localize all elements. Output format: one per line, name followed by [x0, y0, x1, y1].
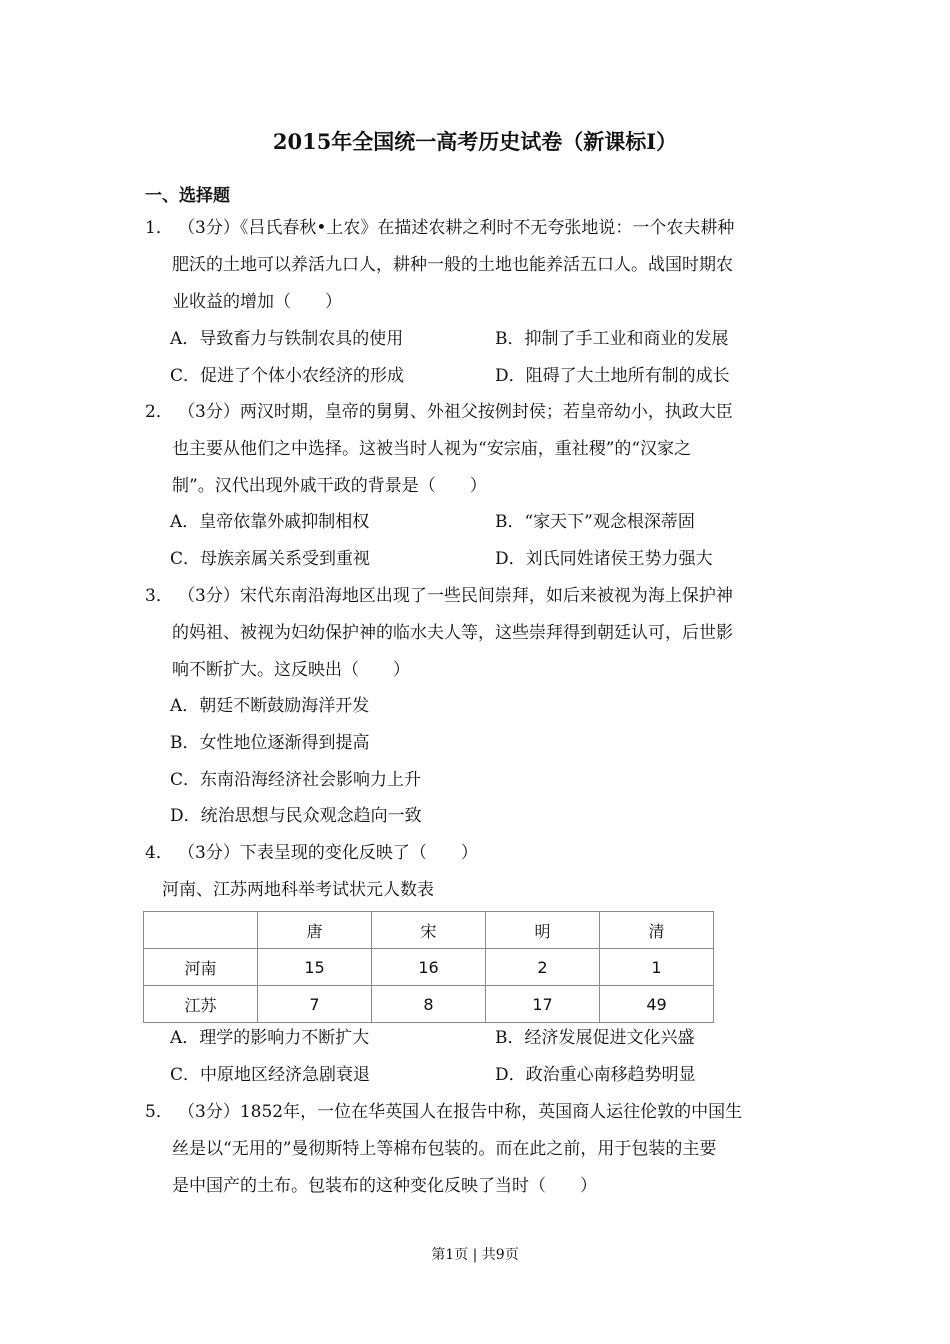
option-b: B．抑制了手工业和商业的发展 [495, 329, 729, 349]
question-number: 4． [145, 843, 173, 863]
option-a: A．皇帝依靠外戚抑制相权 [170, 512, 370, 532]
question-number: 2． [145, 402, 173, 422]
option-a: A．导致畜力与铁制农具的使用 [170, 329, 404, 349]
table-row [144, 949, 714, 986]
option-d: D．统治思想与民众观念趋向一致 [170, 806, 422, 826]
option-d: D．政治重心南移趋势明显 [495, 1065, 696, 1085]
table-row-label: 江苏 [144, 986, 258, 1023]
section-heading: 一、选择题 [145, 186, 230, 206]
question-text-line: 是中国产的土布。包装布的这种变化反映了当时（ ） [172, 1176, 597, 1196]
table-cell: 17 [486, 986, 600, 1023]
option-a: A．理学的影响力不断扩大 [170, 1028, 370, 1048]
table-cell: 7 [258, 986, 372, 1023]
option-b: B．经济发展促进文化兴盛 [495, 1028, 695, 1048]
question-text-line: 肥沃的土地可以养活九口人，耕种一般的土地也能养活五口人。战国时期农 [172, 255, 733, 275]
question-text-line: （3分）1852年，一位在华英国人在报告中称，英国商人运往伦敦的中国生 [178, 1102, 743, 1122]
table-cell: 8 [372, 986, 486, 1023]
table-header-cell [144, 912, 258, 949]
table-cell: 16 [372, 949, 486, 986]
question-number: 5． [145, 1102, 173, 1122]
table-cell: 15 [258, 949, 372, 986]
option-d: D．阻碍了大土地所有制的成长 [495, 366, 730, 386]
table-row [144, 986, 714, 1023]
table-cell: 49 [600, 986, 714, 1023]
question-text-line: （3分）下表呈现的变化反映了（ ） [178, 843, 478, 863]
table-header-cell: 清 [600, 912, 714, 949]
option-c: C．中原地区经济急剧衰退 [170, 1065, 371, 1085]
question-number: 3． [145, 586, 173, 606]
table-header-row [144, 912, 714, 949]
page-footer: 第1页 | 共9页 [431, 1247, 519, 1263]
option-b: B．女性地位逐渐得到提高 [170, 733, 370, 753]
table-cell: 1 [600, 949, 714, 986]
option-b: B．“家天下”观念根深蒂固 [495, 512, 695, 532]
question-text-line: 业收益的增加（ ） [172, 292, 342, 312]
question-text-line: （3分）宋代东南沿海地区出现了一些民间崇拜，如后来被视为海上保护神 [178, 586, 733, 606]
table-header-cell: 宋 [372, 912, 486, 949]
option-c: C．东南沿海经济社会影响力上升 [170, 770, 422, 790]
question-text-line: 的妈祖、被视为妇幼保护神的临水夫人等，这些崇拜得到朝廷认可，后世影 [172, 623, 733, 643]
data-table [143, 911, 714, 1023]
option-c: C．母族亲属关系受到重视 [170, 549, 371, 569]
option-a: A．朝廷不断鼓励海洋开发 [170, 696, 370, 716]
question-text-line: 制”。汉代出现外戚干政的背景是（ ） [172, 476, 487, 496]
question-text-line: （3分）《吕氏春秋•上农》在描述农耕之利时不无夸张地说：一个农夫耕种 [178, 218, 735, 238]
option-d: D．刘氏同姓诸侯王势力强大 [495, 549, 713, 569]
question-text-line: 也主要从他们之中选择。这被当时人视为“安宗庙，重社稷”的“汉家之 [172, 439, 692, 459]
question-text-line: （3分）两汉时期，皇帝的舅舅、外祖父按例封侯；若皇帝幼小，执政大臣 [178, 402, 733, 422]
question-number: 1． [145, 218, 173, 238]
table-header-cell: 唐 [258, 912, 372, 949]
table-row-label: 河南 [144, 949, 258, 986]
question-text-line: 丝是以“无用的”曼彻斯特上等棉布包装的。而在此之前，用于包装的主要 [172, 1139, 717, 1159]
table-caption: 河南、江苏两地科举考试状元人数表 [162, 880, 434, 900]
table-header-cell: 明 [486, 912, 600, 949]
table-cell: 2 [486, 949, 600, 986]
question-text-line: 响不断扩大。这反映出（ ） [172, 660, 410, 680]
page-title: 2015年全国统一高考历史试卷（新课标Ⅰ） [272, 129, 678, 154]
option-c: C．促进了个体小农经济的形成 [170, 366, 405, 386]
